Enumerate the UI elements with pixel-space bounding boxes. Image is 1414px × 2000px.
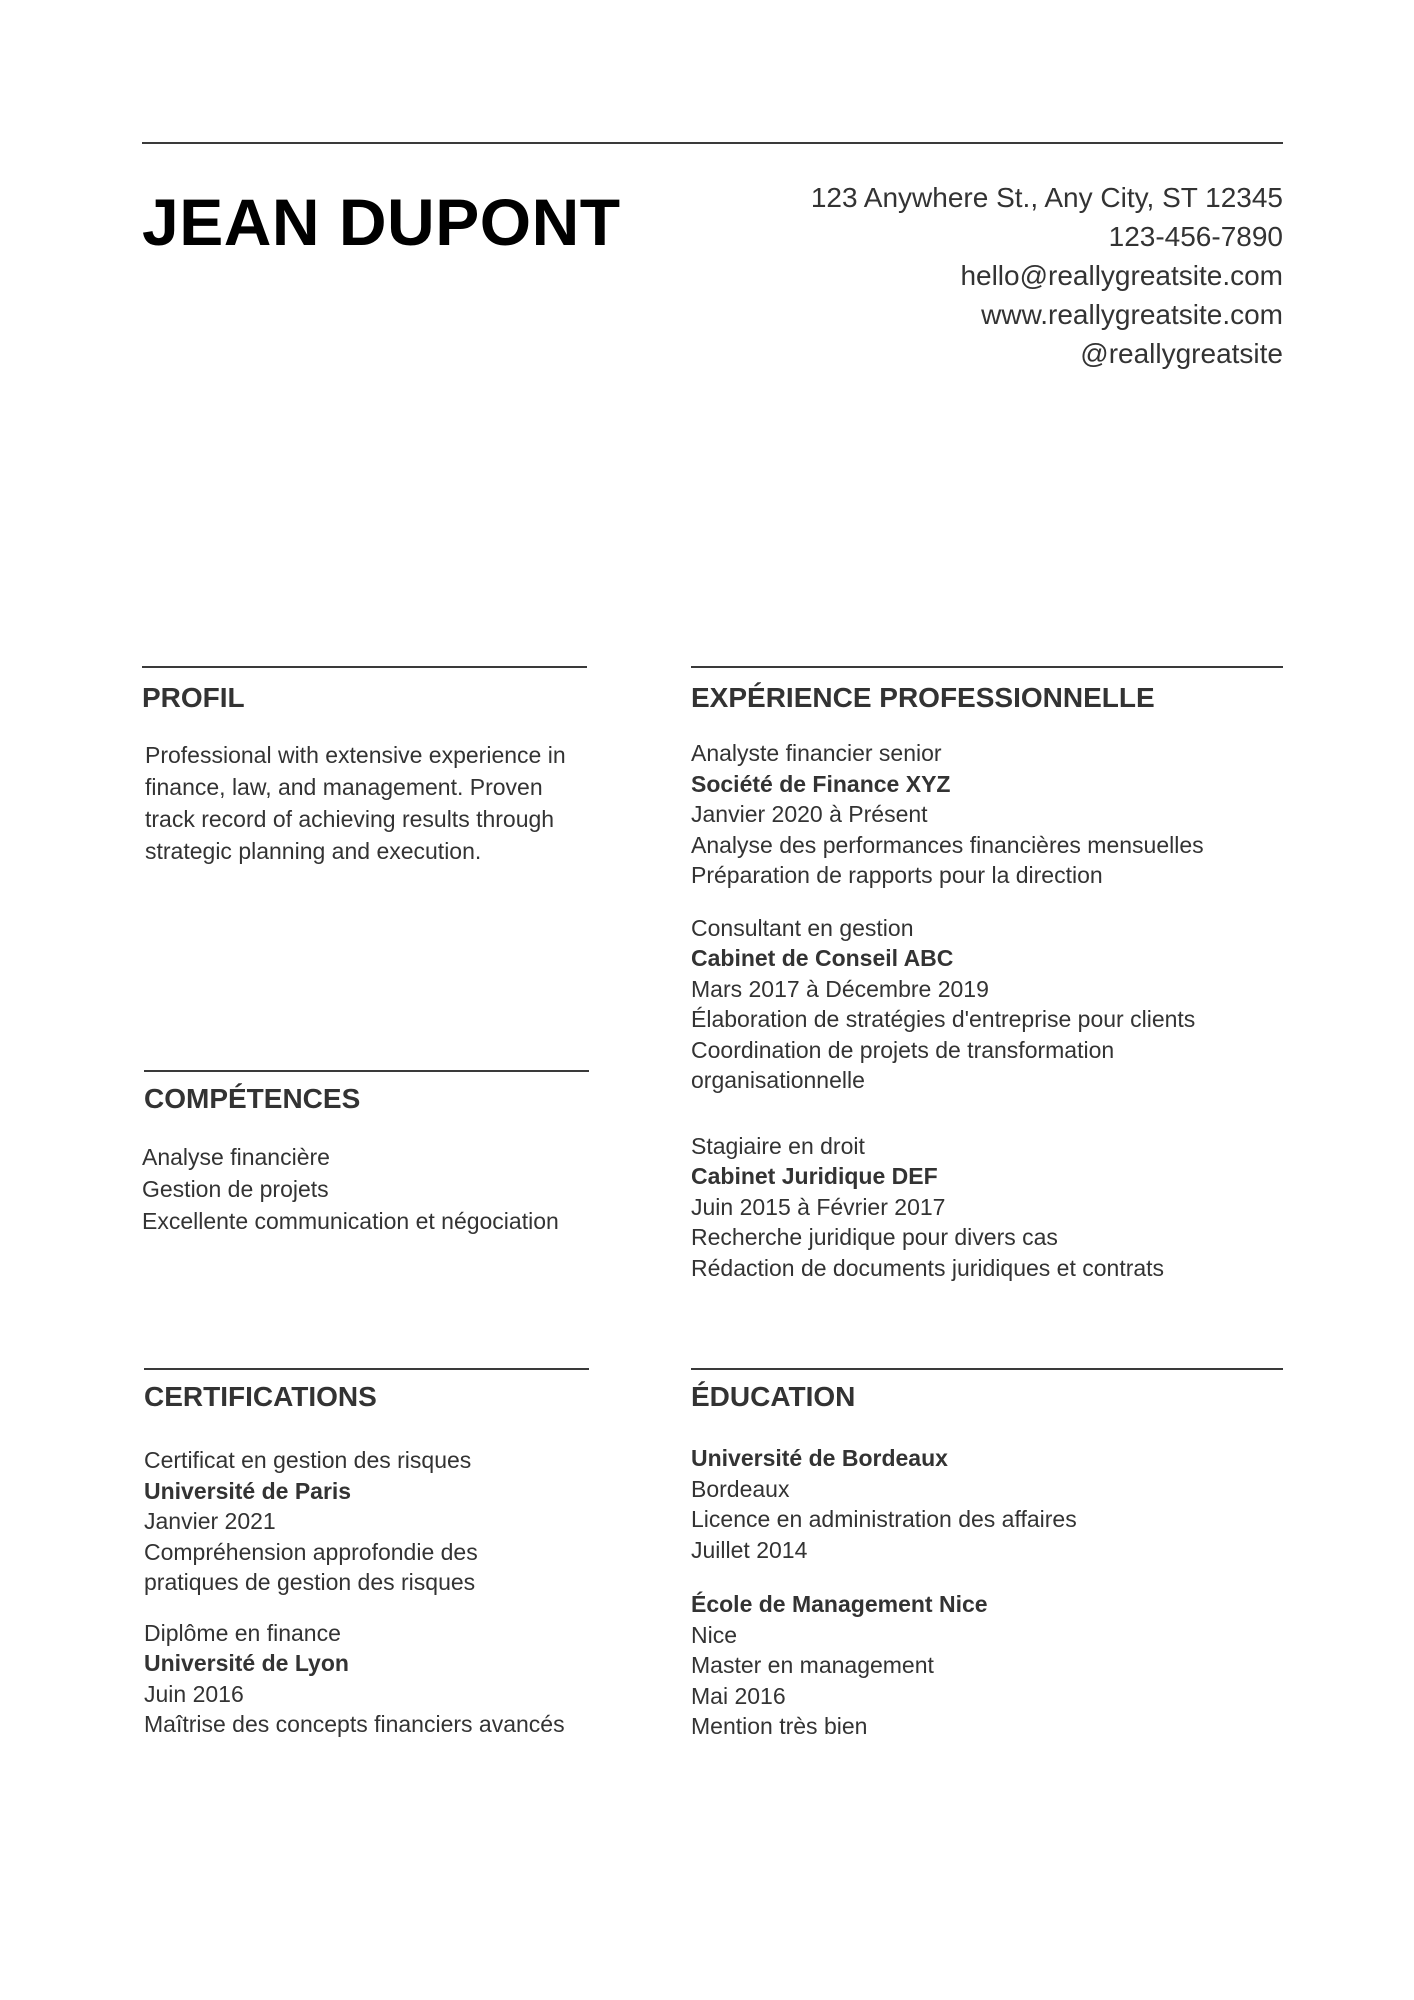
job-entry <box>691 1131 1204 1284</box>
job-company: Société de Finance XYZ <box>691 770 951 797</box>
education-list <box>691 1443 1077 1742</box>
job-detail: organisationnelle <box>691 1067 865 1093</box>
job-detail: Élaboration de stratégies d'entreprise pour clients <box>691 1006 1196 1032</box>
contact-block <box>811 178 1283 373</box>
profile-line: strategic planning and execution. <box>145 838 482 864</box>
certifications-heading: CERTIFICATIONS <box>144 1381 377 1412</box>
certification-detail: Compréhension approfondie des <box>144 1538 478 1565</box>
education-school: École de Management Nice <box>691 1591 988 1617</box>
education-city: Bordeaux <box>691 1475 790 1502</box>
skill-item: Gestion de projets <box>142 1176 329 1202</box>
certification-institution: Université de Paris <box>144 1477 352 1504</box>
header-divider <box>142 142 1283 144</box>
job-detail: Rédaction de documents juridiques et contrats <box>691 1254 1165 1281</box>
education-honors: Mention très bien <box>691 1713 868 1739</box>
experience-divider <box>691 666 1283 668</box>
certification-name: Diplôme en finance <box>144 1619 341 1646</box>
education-date: Juillet 2014 <box>691 1536 808 1563</box>
certification-date: Janvier 2021 <box>144 1508 276 1534</box>
job-role: Consultant en gestion <box>691 914 914 941</box>
profile-divider <box>142 666 587 668</box>
skills-divider <box>144 1070 589 1072</box>
skill-item: Excellente communication et négociation <box>142 1208 559 1234</box>
certification-institution: Université de Lyon <box>144 1650 349 1676</box>
education-entry <box>691 1443 1077 1565</box>
job-entry <box>691 913 1204 1096</box>
skills-heading: COMPÉTENCES <box>144 1083 361 1114</box>
job-detail: Coordination de projets de transformation <box>691 1036 1115 1063</box>
profile-text <box>145 739 566 867</box>
experience-heading: EXPÉRIENCE PROFESSIONNELLE <box>691 682 1155 713</box>
certification-name: Certificat en gestion des risques <box>144 1447 472 1473</box>
job-dates: Juin 2015 à Février 2017 <box>691 1193 946 1220</box>
profile-heading: PROFIL <box>142 682 245 713</box>
certifications-divider <box>144 1368 589 1370</box>
education-city: Nice <box>691 1621 738 1648</box>
candidate-name: JEAN DUPONT <box>142 185 621 259</box>
profile-line: Professional with extensive experience in <box>145 742 566 768</box>
job-detail: Préparation de rapports pour la direction <box>691 862 1103 888</box>
job-detail: Recherche juridique pour divers cas <box>691 1224 1058 1250</box>
education-heading: ÉDUCATION <box>691 1381 856 1412</box>
experience-list <box>691 738 1204 1283</box>
certification-entry <box>144 1618 565 1740</box>
spacer <box>144 1598 565 1618</box>
certification-detail: Maîtrise des concepts financiers avancés <box>144 1711 565 1737</box>
job-company: Cabinet Juridique DEF <box>691 1163 938 1189</box>
profile-line: finance, law, and management. Proven <box>145 774 543 800</box>
education-school: Université de Bordeaux <box>691 1445 948 1471</box>
job-company: Cabinet de Conseil ABC <box>691 945 954 971</box>
contact-social: @reallygreatsite <box>1080 338 1283 369</box>
education-entry <box>691 1589 1077 1742</box>
contact-website[interactable]: www.reallygreatsite.com <box>981 299 1283 330</box>
job-entry <box>691 738 1204 891</box>
job-detail: Analyse des performances financières mensuelles <box>691 831 1204 858</box>
job-role: Analyste financier senior <box>691 740 942 766</box>
education-divider <box>691 1368 1283 1370</box>
contact-email[interactable]: hello@reallygreatsite.com <box>960 260 1283 291</box>
job-dates: Mars 2017 à Décembre 2019 <box>691 975 989 1002</box>
job-dates: Janvier 2020 à Présent <box>691 801 928 827</box>
spacer <box>691 891 1204 913</box>
education-degree: Master en management <box>691 1652 934 1678</box>
education-date: Mai 2016 <box>691 1682 786 1709</box>
spacer <box>691 1096 1204 1131</box>
spacer <box>691 1565 1077 1589</box>
skills-list <box>142 1141 559 1237</box>
profile-line: track record of achieving results through <box>145 806 555 832</box>
certifications-list <box>144 1445 565 1740</box>
certification-detail: pratiques de gestion des risques <box>144 1569 476 1595</box>
skill-item: Analyse financière <box>142 1144 330 1170</box>
education-degree: Licence en administration des affaires <box>691 1506 1077 1532</box>
contact-address: 123 Anywhere St., Any City, ST 12345 <box>810 182 1283 213</box>
contact-phone: 123-456-7890 <box>1108 221 1283 252</box>
certification-entry <box>144 1445 565 1598</box>
job-role: Stagiaire en droit <box>691 1132 865 1159</box>
certification-date: Juin 2016 <box>144 1680 244 1707</box>
